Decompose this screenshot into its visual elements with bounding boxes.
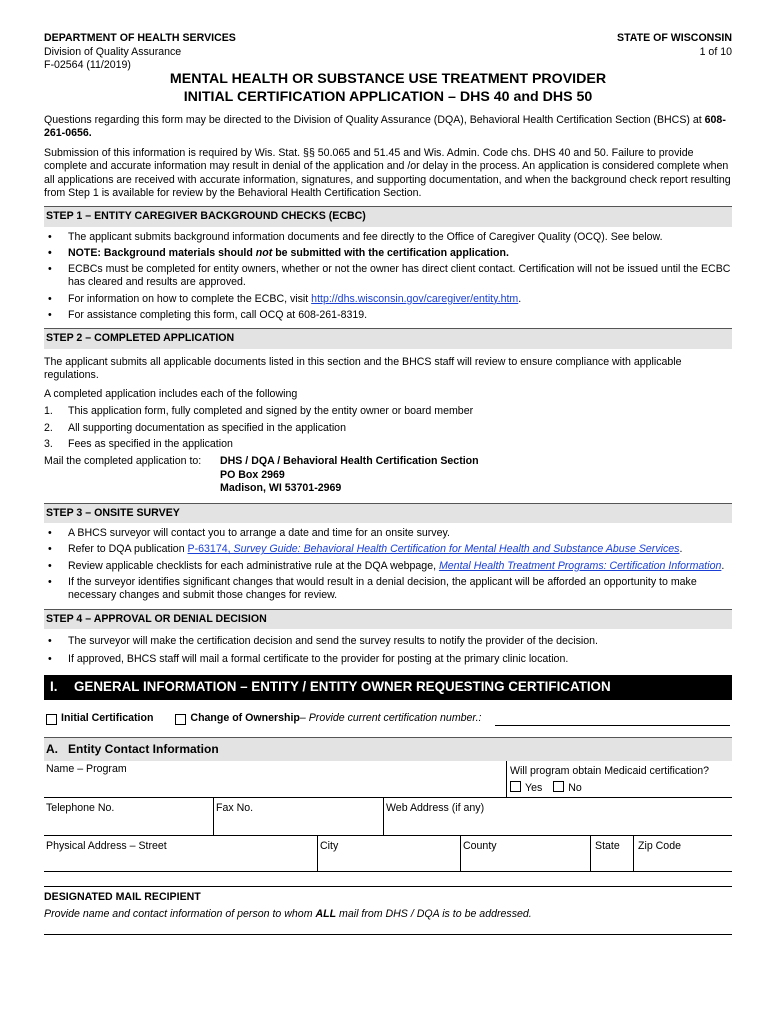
address-row (44, 836, 732, 872)
name-program-field[interactable] (44, 761, 506, 797)
step4-heading: STEP 4 – APPROVAL OR DENIAL DECISION (44, 609, 732, 629)
street-label: Physical Address – Street (46, 840, 167, 853)
certification-type-row (44, 710, 732, 728)
state-name: STATE OF WISCONSIN (617, 32, 732, 44)
note-post: be submitted with the certification application. (272, 246, 509, 259)
intro-questions-text: Questions regarding this form may be directed to the Division of Quality Assurance (DQA), Behavioral Health Certification Section (BHCS) at (44, 113, 705, 126)
list-item: • A BHCS surveyor will contact you to arrange a date and time for an onsite survey. (44, 527, 732, 540)
form-header (44, 32, 732, 73)
list-item (44, 422, 732, 435)
checklist-pre: Review applicable checklists for each administrative rule at the DQA webpage, (68, 559, 439, 572)
list-item: • If approved, BHCS staff will mail a formal certificate to the provider for posting at the primary clinic location. (44, 653, 732, 666)
contact-row (44, 798, 732, 836)
list-item: • For assistance completing this form, call OCQ at 608-261-8319. (44, 309, 732, 322)
form-page (44, 32, 732, 935)
web-address-field[interactable] (383, 798, 732, 835)
dmr-entry-line[interactable] (44, 934, 732, 935)
name-program-label: Name – Program (46, 763, 127, 776)
zip-field[interactable] (633, 836, 732, 871)
step2-includes: A completed application includes each of the following (44, 388, 298, 401)
step4-list (44, 635, 732, 667)
note-pre: NOTE: Background materials should (68, 246, 256, 259)
step3-list (44, 527, 732, 602)
item-text: All supporting documentation as specified in the application (68, 421, 346, 434)
intro-questions (44, 114, 732, 141)
form-title-line2: INITIAL CERTIFICATION APPLICATION – DHS 40 and DHS 50 (183, 88, 593, 105)
intro-submission: Submission of this information is required by Wis. Stat. §§ 50.065 and 51.45 and Wis. Admin. Code chs. DHS 40 and 50. Failure to provide complete and accurate information may result in denial of the application and /or delay in the process. An application is considered complete when all applications are received with accurate information, signatures, and supporting documentation, and when the background check report resulting from Step 1 is available for review by the Behavioral Health Certification Section. (44, 147, 731, 199)
checklist-post: . (721, 559, 725, 572)
department-name: DEPARTMENT OF HEALTH SERVICES (44, 32, 236, 44)
section1-heading (44, 675, 732, 700)
fax-label: Fax No. (216, 802, 254, 815)
note-emphasis: not (255, 246, 273, 259)
list-item (44, 560, 732, 573)
list-item (44, 405, 732, 418)
street-field[interactable] (44, 836, 317, 871)
section-title: GENERAL INFORMATION – ENTITY / ENTITY OWNER REQUESTING CERTIFICATION (74, 679, 611, 695)
header-right (617, 32, 732, 73)
medicaid-no-checkbox[interactable] (553, 781, 564, 792)
section-title: Entity Contact Information (68, 742, 219, 757)
item-number: 2. (44, 421, 53, 434)
checklist-link[interactable]: Mental Health Treatment Programs: Certification Information (438, 559, 722, 572)
city-field[interactable] (317, 836, 460, 871)
county-label: County (463, 840, 497, 853)
item-number: 1. (44, 405, 53, 418)
telephone-label: Telephone No. (46, 802, 115, 815)
certification-number-field[interactable] (495, 712, 730, 726)
telephone-field[interactable] (44, 798, 213, 835)
medicaid-question: Will program obtain Medicaid certification? (510, 765, 710, 778)
step2-intro: The applicant submits all applicable documents listed in this section and the BHCS staff will review to ensure compliance with applicable regulations. (44, 355, 682, 381)
dmr-instructions (44, 908, 732, 921)
county-field[interactable] (460, 836, 590, 871)
state-field[interactable] (590, 836, 633, 871)
address-line: DHS / DQA / Behavioral Health Certification Section (220, 455, 479, 468)
item-text: Fees as specified in the application (68, 438, 233, 451)
publication-link-id[interactable]: P-63174 (187, 543, 228, 556)
city-label: City (320, 840, 339, 853)
web-address-label: Web Address (if any) (386, 802, 485, 815)
dmr-all: ALL (315, 908, 337, 921)
header-left (44, 32, 236, 73)
address-line: Madison, WI 53701-2969 (220, 482, 342, 495)
mail-label: Mail the completed application to: (44, 455, 202, 468)
no-label: No (568, 782, 582, 795)
fax-field[interactable] (213, 798, 383, 835)
ecbc-link[interactable]: http://dhs.wisconsin.gov/caregiver/entity.htm (311, 292, 519, 305)
designated-mail-recipient (44, 886, 732, 921)
change-ownership-checkbox[interactable] (175, 714, 186, 725)
mailing-address-block (44, 455, 732, 496)
division-name: Division of Quality Assurance (44, 45, 182, 58)
dmr-title: DESIGNATED MAIL RECIPIENT (44, 891, 201, 904)
sectionA-heading (44, 737, 732, 761)
step2-heading: STEP 2 – COMPLETED APPLICATION (44, 328, 732, 348)
zip-label: Zip Code (638, 840, 681, 853)
publication-post: . (679, 543, 683, 556)
step2-list (44, 405, 732, 451)
yes-label: Yes (525, 782, 543, 795)
form-title-line1: MENTAL HEALTH OR SUBSTANCE USE TREATMENT PROVIDER (169, 70, 607, 87)
mail-address (220, 455, 479, 496)
list-item (44, 543, 732, 556)
publication-link-title[interactable]: Survey Guide: Behavioral Health Certification for Mental Health and Substance Abuse Services (233, 543, 680, 556)
address-line: PO Box 2969 (220, 468, 285, 481)
list-item: • The applicant submits background information documents and fee directly to the Office of Caregiver Quality (OCQ). See below. (44, 231, 732, 244)
list-item: • ECBCs must be completed for entity owners, whether or not the owner has direct client contact. Certification will not be issued until the ECBC has cleared and results are approved. (44, 263, 732, 290)
change-ownership-label: Change of Ownership (190, 712, 300, 725)
item-text: This application form, fully completed and signed by the entity owner or board member (68, 405, 474, 418)
page-number: 1 of 10 (699, 45, 732, 58)
section-number: I. (50, 679, 58, 695)
publication-pre: Refer to DQA publication (68, 543, 188, 556)
ecbc-info-pre: For information on how to complete the ECBC, visit (68, 292, 312, 305)
form-id: F-02564 (11/2019) (44, 59, 131, 71)
publication-link-sep[interactable]: , (227, 543, 234, 556)
list-item: • If the surveyor identifies significant changes that would result in a denial decision, the applicant will be afforded an opportunity to make necessary changes and submit those changes for review. (44, 576, 732, 603)
initial-certification-label: Initial Certification (61, 712, 154, 725)
step1-list (44, 231, 732, 323)
section-letter: A. (46, 742, 58, 757)
dmr-pre: Provide name and contact information of person to whom (44, 908, 316, 921)
list-item (44, 438, 732, 451)
dmr-post: mail from DHS / DQA is to be addressed. (336, 908, 532, 921)
step1-heading: STEP 1 – ENTITY CAREGIVER BACKGROUND CHECKS (ECBC) (44, 206, 732, 226)
medicaid-options (510, 781, 730, 795)
ecbc-info-post: . (518, 292, 522, 305)
list-item (44, 247, 732, 260)
initial-certification-checkbox[interactable] (46, 714, 57, 725)
step3-heading: STEP 3 – ONSITE SURVEY (44, 503, 732, 523)
list-item: • The surveyor will make the certification decision and send the survey results to notify the provider of the decision. (44, 635, 732, 648)
bhcs-phone: 608-261-0656. (44, 113, 726, 139)
item-number: 3. (44, 438, 53, 451)
change-ownership-hint: – Provide current certification number.: (299, 712, 482, 725)
medicaid-yes-checkbox[interactable] (510, 781, 521, 792)
list-item (44, 293, 732, 306)
name-program-row (44, 761, 732, 798)
state-label: State (595, 840, 620, 853)
medicaid-field (506, 761, 732, 797)
